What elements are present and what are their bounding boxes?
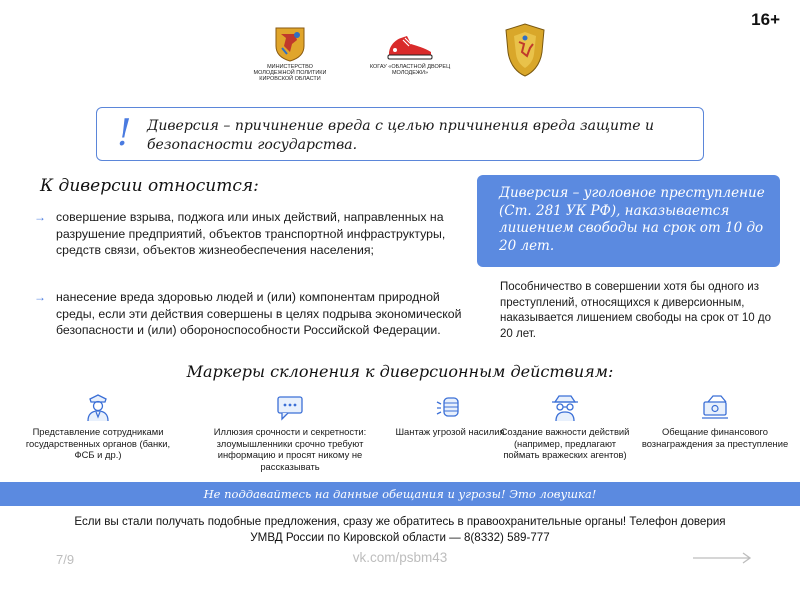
arrow-right-icon: → xyxy=(34,210,46,224)
officer-icon xyxy=(82,392,114,422)
marker-item xyxy=(190,392,390,472)
ministry-caption: МИНИСТЕРСТВО МОЛОДЕЖНОЙ ПОЛИТИКИ КИРОВСКОЙ ОБЛАСТИ xyxy=(253,64,327,82)
exclamation-icon: ! xyxy=(117,113,132,154)
money-icon xyxy=(699,392,731,422)
criminal-box xyxy=(477,175,780,267)
marker-label: Иллюзия срочности и секретности: злоумышленники срочно требуют информацию и просят никому не рассказывать xyxy=(213,426,367,472)
urgent-message-icon xyxy=(274,392,306,422)
marker-label: Представление сотрудниками государственных органов (банки, ФСБ и др.) xyxy=(25,426,171,460)
warning-banner: Не поддавайтесь на данные обещания и угрозы! Это ловушка! xyxy=(0,482,800,506)
marker-label: Шантаж угрозой насилия xyxy=(395,426,505,437)
criminal-text: Диверсия – уголовное преступление (Ст. 281 УК РФ), наказывается лишением свободы на срок от 10 до 20 лет. xyxy=(499,185,765,254)
palace-caption: КОГАУ «ОБЛАСТНОЙ ДВОРЕЦ МОЛОДЕЖИ» xyxy=(369,64,451,76)
hotline-text: Если вы стали получать подобные предложения, сразу же обратитесь в правоохранительные органы! Телефон доверия УМВД России по Кировской области — 8(8332) 589-777 xyxy=(74,515,726,544)
marker-item xyxy=(640,392,790,449)
ministry-logo xyxy=(248,26,332,82)
logos-row xyxy=(0,18,800,98)
spy-icon xyxy=(549,392,581,422)
includes-item xyxy=(34,209,464,259)
marker-label: Создание важности действий (например, предлагают поймать вражеских агентов) xyxy=(500,426,630,460)
includes-item-text: совершение взрыва, поджога или иных действий, направленных на разрушение предприятий, объектов транспортной инфраструктуры, средств связи, объектов жизнеобеспечения населения; xyxy=(56,210,446,258)
age-rating: 16+ xyxy=(751,10,780,29)
police-emblem-icon xyxy=(500,22,550,78)
kirov-coat-of-arms-icon xyxy=(273,26,307,62)
arrow-right-icon: → xyxy=(34,290,46,304)
red-sneaker-icon xyxy=(385,32,435,62)
definition-box xyxy=(96,107,704,161)
police-logo xyxy=(495,22,555,78)
page-number: 7/9 xyxy=(56,552,75,567)
includes-title: К диверсии относится: xyxy=(40,176,259,196)
includes-item xyxy=(34,289,464,339)
markers-title: Маркеры склонения к диверсионным действиям: xyxy=(186,362,614,381)
markers-row xyxy=(0,392,800,472)
includes-item-text: нанесение вреда здоровью людей и (или) компонентам природной среды, если эти действия совершены в целях подрыва экономической безопасности и (или) обороноспособности Российской Федерации. xyxy=(56,290,462,338)
site-link[interactable]: vk.com/psbm43 xyxy=(352,550,448,565)
marker-item xyxy=(16,392,180,461)
threat-fist-icon xyxy=(434,392,466,422)
definition-text: Диверсия – причинение вреда с целью причинения вреда защите и безопасности государства. xyxy=(147,118,655,153)
marker-item xyxy=(395,392,505,438)
palace-logo xyxy=(365,32,455,76)
next-arrow-icon[interactable] xyxy=(692,552,752,564)
marker-item xyxy=(495,392,635,461)
complicity-text: Пособничество в совершении хотя бы одного из преступлений, относящихся к диверсионным, наказывается лишением свободы на срок от 10 до 20 лет. xyxy=(500,281,771,340)
marker-label: Обещание финансового вознаграждения за преступление xyxy=(641,426,789,449)
